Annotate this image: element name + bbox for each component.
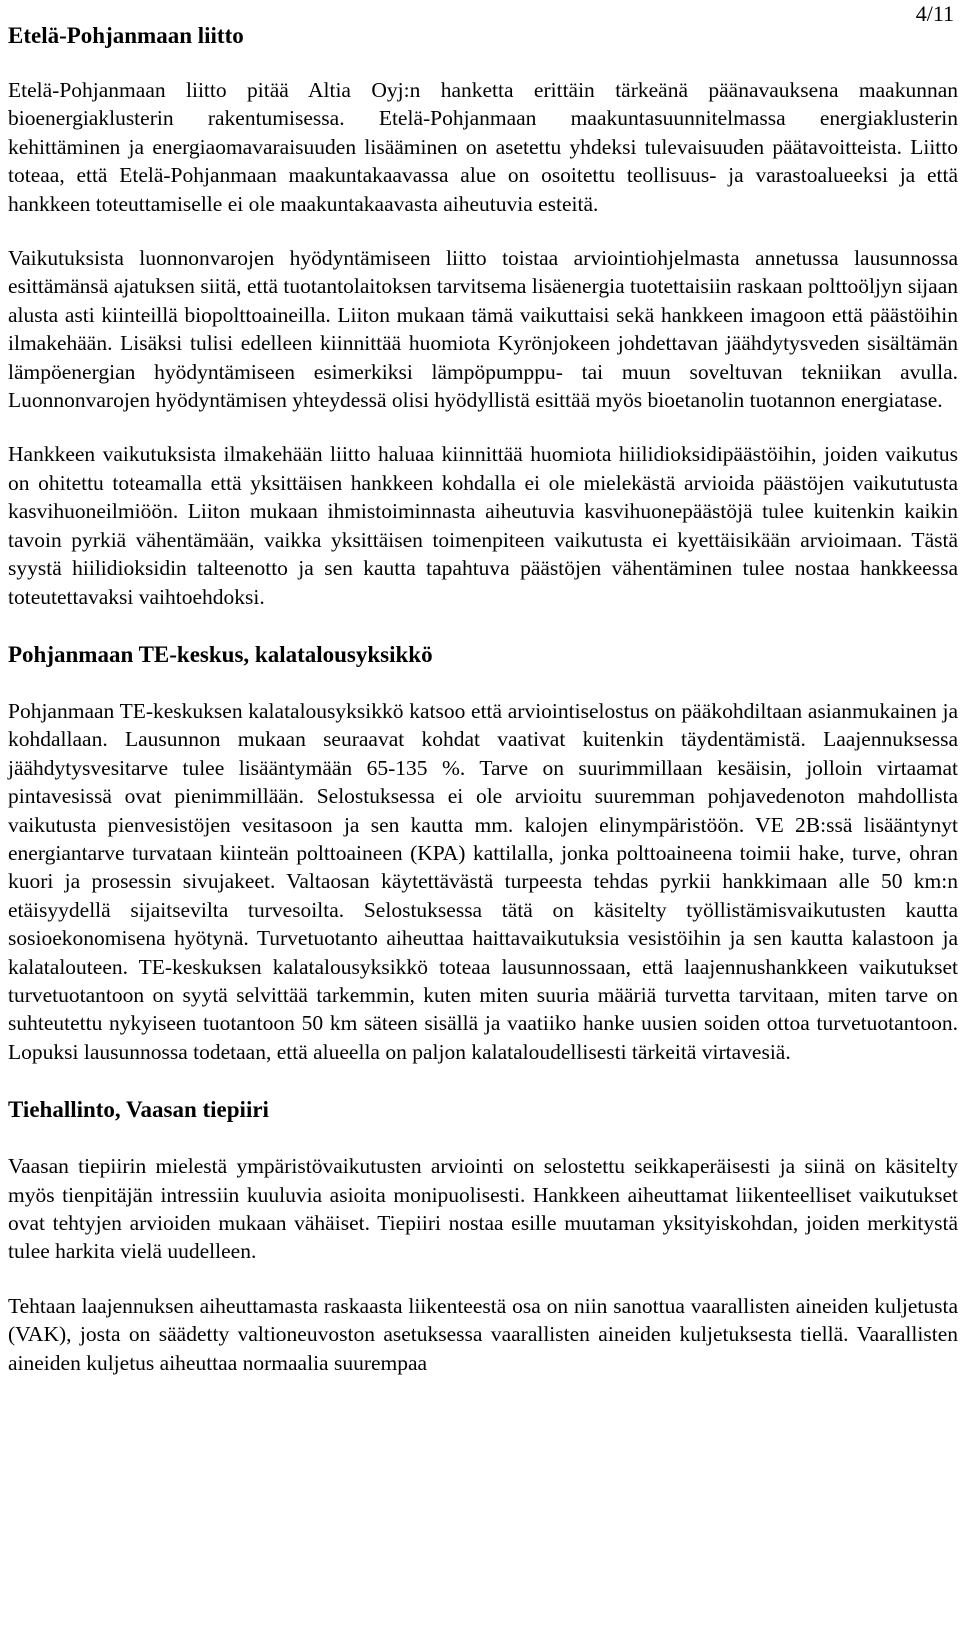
page-number: 4/11: [915, 1, 954, 26]
section-heading-tiehallinto: Tiehallinto, Vaasan tiepiiri: [8, 1097, 269, 1123]
paragraph: Vaikutuksista luonnonvarojen hyödyntämiseen liitto toistaa arviointiohjelmasta annetussa lausunnossa esittämänsä ajatuksen siitä, että tuotantolaitoksen tarvitsema lisäenergia tuotettaisiin raskaan polttoöljyn sijaan alusta asti kiinteillä biopolttoaineilla. Liiton mukaan tämä vaikuttaisi sekä hankkeen imagoon että päästöihin ilmakehään. Lisäksi tulisi edelleen kiinnittää huomiota Kyrönjokeen johdettavan jäähdytysveden sisältämän lämpöenergian hyödyntämiseen esimerkiksi lämpöpumppu- tai muun soveltuvan tekniikan avulla. Luonnonvarojen hyödyntämisen yhteydessä olisi hyödyllistä esittää myös bioetanolin tuotannon energiatase.: [8, 246, 958, 413]
paragraph: Tehtaan laajennuksen aiheuttamasta raskaasta liikenteestä osa on niin sanottua vaarallisten aineiden kuljetusta (VAK), josta on säädetty valtioneuvoston asetuksessa vaarallisten aineiden kuljetuksesta tiellä. Vaarallisten aineiden kuljetus aiheuttaa normaalia suurempaa: [8, 1293, 958, 1375]
paragraph: Pohjanmaan TE-keskuksen kalatalousyksikkö katsoo että arviointiselostus on pääkohdiltaan asianmukainen ja kohdallaan. Lausunnon mukaan seuraavat kohdat vaativat kuitenkin täydentämistä. Laajennuksessa jäähdytysvesitarve tulee lisääntymään 65-135 %. Tarve on suurimmillaan kesäisin, jolloin virtaamat pintavesissä ovat pienimmillään. Selostuksessa ei ole arvioitu suuremman pohjavedenoton mahdollista vaikutusta pienvesistöjen vesitasoon ja sen kautta mm. kalojen elinympäristöön. VE 2B:ssä lisääntynyt energiantarve turvataan kiinteän polttoaineen (KPA) kattilalla, jonka polttoaineena toimii hake, turve, ohran kuori ja prosessin sivujakeet. Valtaosan käytettävästä turpeesta tehdas pyrkii hankkimaan alle 50 km:n etäisyydellä sijaitsevilta turvesoilta. Selostuksessa tätä on käsitelty työllistämisvaikutusten kautta sosioekonomisena hyötynä. Turvetuotanto aiheuttaa haittavaikutuksia vesistöihin ja sen kautta kalastoon ja kalatalouteen. TE-keskuksen kalatalousyksikkö toteaa lausunnossaan, että laajennushankkeen vaikutukset turvetuotantoon on syytä selvittää tarkemmin, kuten miten suuria määriä turvetta tarvitaan, miten tarve on suhteutettu nykyiseen tuotantoon 50 km säteen sisällä ja vaatiiko hanke uusien soiden ottoa turvetuotantoon. Lopuksi lausunnossa todetaan, että alueella on paljon kalataloudellisesti tärkeitä virtavesiä.: [8, 698, 958, 1064]
document-body: [8, 22, 958, 1377]
section-heading-te-keskus: Pohjanmaan TE-keskus, kalatalousyksikkö: [8, 641, 433, 667]
paragraph: Vaasan tiepiirin mielestä ympäristövaikutusten arviointi on selostettu seikkaperäisesti ja siinä on käsitelty myös tienpitäjän intressiin kuuluvia asioita monipuolisesti. Hankkeen aiheuttamat liikenteelliset vaikutukset ovat tehtyjen arvioiden mukaan vähäiset. Tiepiiri nostaa esille muutaman yksityiskohdan, joiden merkitystä tulee harkita vielä uudelleen.: [8, 1154, 958, 1264]
section-heading-etela-pohjanmaan-liitto: Etelä-Pohjanmaan liitto: [8, 23, 244, 48]
paragraph: Hankkeen vaikutuksista ilmakehään liitto haluaa kiinnittää huomiota hiilidioksidipäästöihin, joiden vaikutus on ohitettu toteamalla että yksittäisen hankkeen kohdalla ei ole mielekästä arvioida päästöjen vaikututusta kasvihuoneilmiöön. Liiton mukaan ihmistoiminnasta aiheutuvia kasvihuonepäästöjä tulee kuitenkin kaikin tavoin pyrkiä vähentämään, vaikka yksittäisen toimenpiteen vaikutusta ei kyettäisikään arvioimaan. Tästä syystä hiilidioksidin talteenotto ja sen kautta tapahtuva päästöjen vähentäminen tulee nostaa hankkeessa toteutettavaksi vaihtoehdoksi.: [8, 442, 958, 609]
paragraph: Etelä-Pohjanmaan liitto pitää Altia Oyj:n hanketta erittäin tärkeänä päänavauksena maakunnan bioenergiaklusterin rakentumisessa. Etelä-Pohjanmaan maakuntasuunnitelmassa energiaklusterin kehittäminen ja energiaomavaraisuuden lisääminen on asetettu yhdeksi tulevaisuuden päätavoitteista. Liitto toteaa, että Etelä-Pohjanmaan maakuntakaavassa alue on osoitettu teollisuus- ja varastoalueeksi ja että hankkeen toteuttamiselle ei ole maakuntakaavasta aiheutuvia esteitä.: [8, 78, 958, 216]
